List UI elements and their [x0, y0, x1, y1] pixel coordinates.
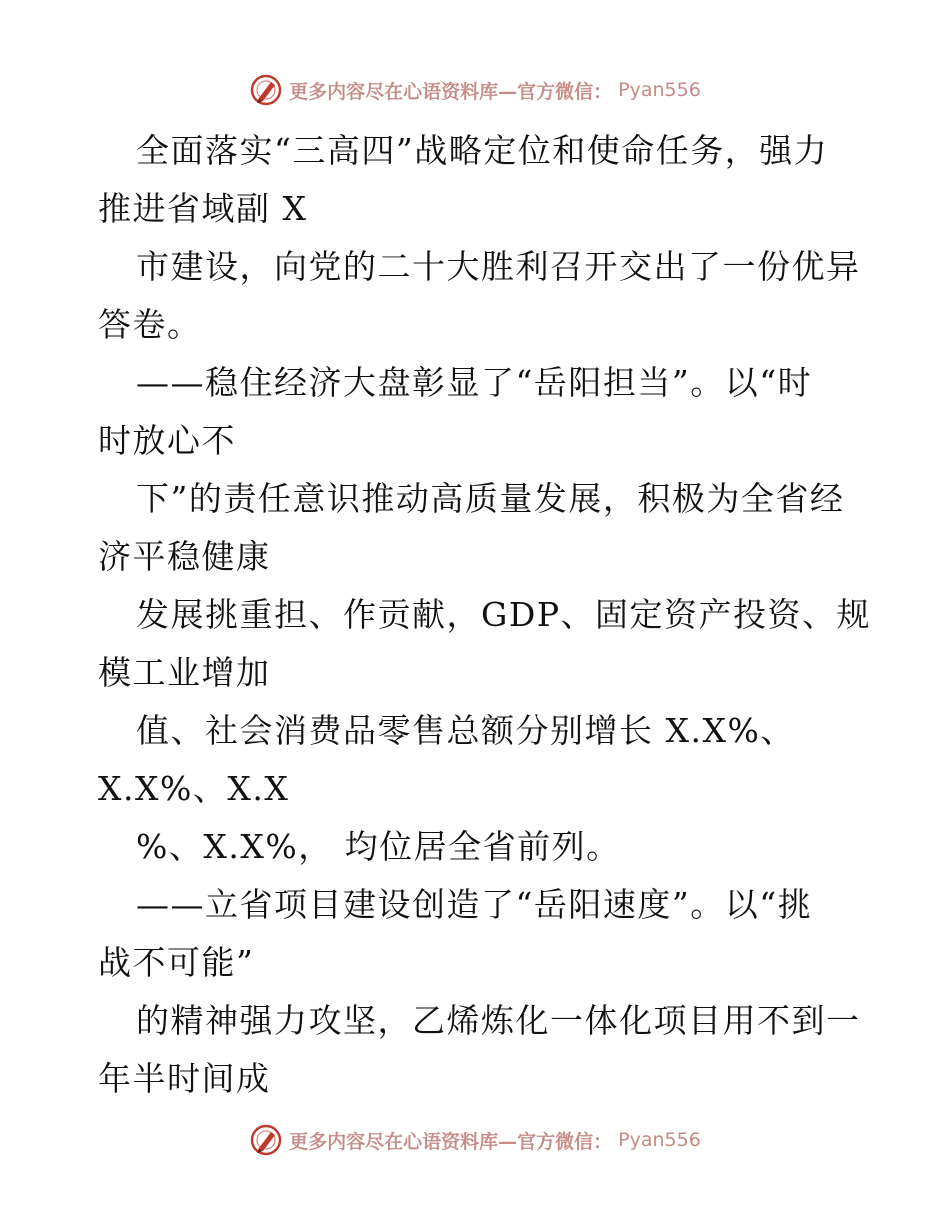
body-line: %、X.X%， 均位居全省前列。 [136, 827, 621, 866]
header-wechat-id: Pyan556 [618, 79, 701, 101]
body-line: 济平稳健康 [98, 537, 271, 576]
document-body [98, 122, 872, 1108]
body-line: 值、社会消费品零售总额分别增长 X.X%、 [136, 711, 795, 750]
body-line: 年半时间成 [98, 1059, 271, 1098]
header-banner [0, 70, 950, 110]
pen-nib-circle-icon [249, 1123, 283, 1157]
body-line: 下”的责任意识推动高质量发展，积极为全省经 [136, 479, 845, 518]
footer-banner [0, 1120, 950, 1160]
footer-banner-text: 更多内容尽在心语资料库—官方微信： [289, 1130, 613, 1153]
body-line: 全面落实“三高四”战略定位和使命任务，强力 [136, 131, 829, 170]
body-line: 市建设，向党的二十大胜利召开交出了一份优异 [136, 247, 861, 286]
body-line: 的精神强力攻坚，乙烯炼化一体化项目用不到一 [136, 1001, 861, 1040]
body-line: 时放心不 [98, 421, 236, 460]
body-line: 战不可能” [98, 943, 255, 982]
body-line: ——稳住经济大盘彰显了“岳阳担当”。以“时 [136, 363, 813, 402]
header-banner-text: 更多内容尽在心语资料库—官方微信： [289, 80, 613, 103]
body-line: ——立省项目建设创造了“岳阳速度”。以“挑 [136, 885, 813, 924]
body-line: 模工业增加 [98, 653, 271, 692]
body-line: 推进省域副 X [98, 189, 308, 228]
body-line: 发展挑重担、作贡献，GDP、固定资产投资、规 [136, 595, 872, 634]
footer-wechat-id: Pyan556 [618, 1129, 701, 1151]
body-line: X.X%、X.X [98, 769, 290, 808]
pen-nib-circle-icon [249, 73, 283, 107]
body-line: 答卷。 [98, 305, 202, 344]
